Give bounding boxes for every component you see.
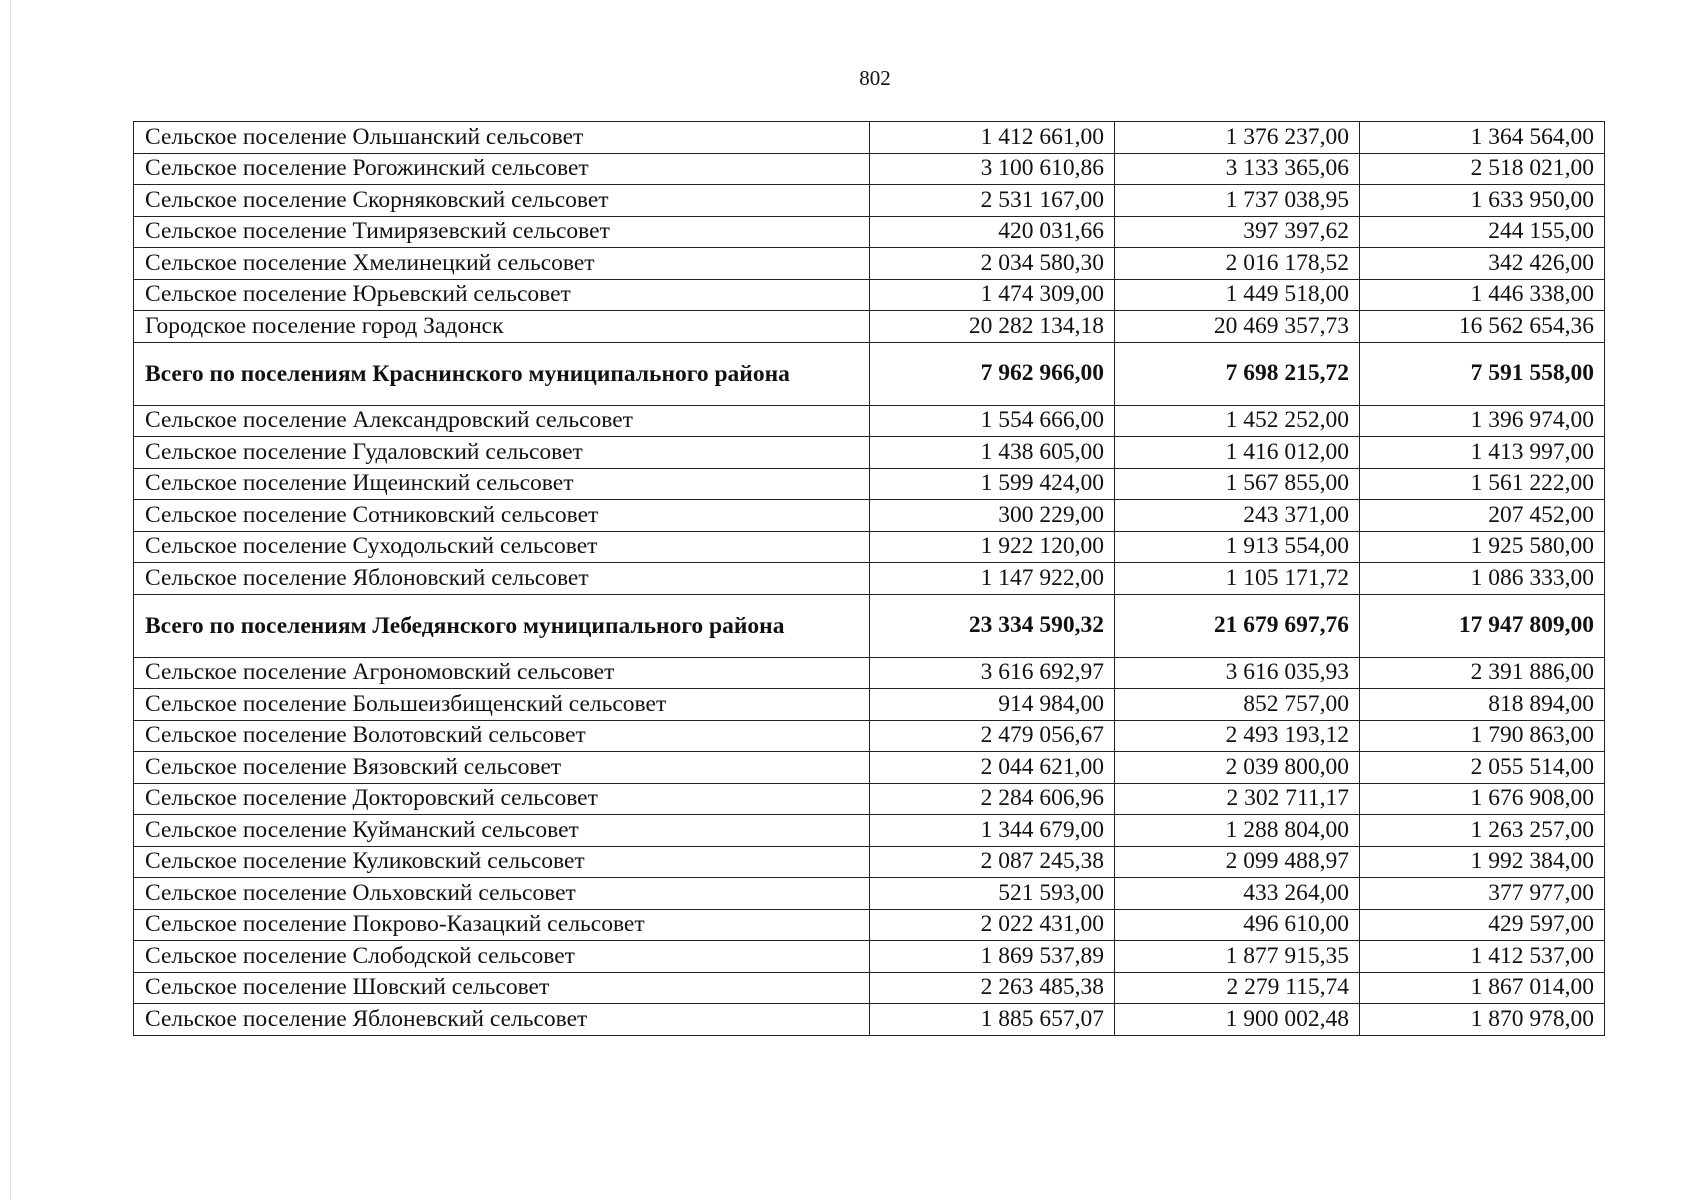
table-row — [134, 689, 1605, 721]
value-cell-1: 1 147 922,00 — [870, 563, 1115, 595]
value-cell-1: 1 412 661,00 — [870, 122, 1115, 154]
value-cell-2: 2 279 115,74 — [1115, 972, 1360, 1004]
value-cell-1: 1 344 679,00 — [870, 815, 1115, 847]
value-cell-2: 2 493 193,12 — [1115, 720, 1360, 752]
value-cell-1: 2 044 621,00 — [870, 752, 1115, 784]
settlement-name-cell: Сельское поселение Скорняковский сельсовет — [134, 185, 870, 217]
value-cell-1: 20 282 134,18 — [870, 311, 1115, 343]
value-cell-2: 2 302 711,17 — [1115, 783, 1360, 815]
value-cell-1: 1 922 120,00 — [870, 531, 1115, 563]
table-row — [134, 153, 1605, 185]
value-cell-1: 2 263 485,38 — [870, 972, 1115, 1004]
value-cell-2: 1 737 038,95 — [1115, 185, 1360, 217]
value-cell-3: 1 086 333,00 — [1360, 563, 1605, 595]
settlement-name-cell: Сельское поселение Большеизбищенский сельсовет — [134, 689, 870, 721]
settlement-name-cell: Сельское поселение Рогожинский сельсовет — [134, 153, 870, 185]
page-number: 802 — [859, 66, 891, 90]
settlement-name-cell: Сельское поселение Сотниковский сельсовет — [134, 500, 870, 532]
value-cell-3: 1 561 222,00 — [1360, 468, 1605, 500]
value-cell-3: 1 633 950,00 — [1360, 185, 1605, 217]
table-row — [134, 563, 1605, 595]
value-cell-1: 914 984,00 — [870, 689, 1115, 721]
value-cell-2: 852 757,00 — [1115, 689, 1360, 721]
total-row — [134, 342, 1605, 405]
table-row — [134, 941, 1605, 973]
value-cell-3: 1 676 908,00 — [1360, 783, 1605, 815]
settlement-name-cell: Сельское поселение Куйманский сельсовет — [134, 815, 870, 847]
table-row — [134, 216, 1605, 248]
value-cell-2: 1 452 252,00 — [1115, 405, 1360, 437]
settlement-name-cell: Сельское поселение Тимирязевский сельсовет — [134, 216, 870, 248]
settlement-name-cell: Сельское поселение Докторовский сельсовет — [134, 783, 870, 815]
table-row — [134, 909, 1605, 941]
value-cell-2: 243 371,00 — [1115, 500, 1360, 532]
value-cell-1: 23 334 590,32 — [870, 594, 1115, 657]
settlement-name-cell: Сельское поселение Ищеинский сельсовет — [134, 468, 870, 500]
settlement-name-cell: Сельское поселение Слободской сельсовет — [134, 941, 870, 973]
settlement-name-cell: Сельское поселение Куликовский сельсовет — [134, 846, 870, 878]
table-row — [134, 311, 1605, 343]
value-cell-3: 1 925 580,00 — [1360, 531, 1605, 563]
settlement-name-cell: Сельское поселение Шовский сельсовет — [134, 972, 870, 1004]
table-row — [134, 878, 1605, 910]
value-cell-2: 1 449 518,00 — [1115, 279, 1360, 311]
settlement-name-cell: Сельское поселение Хмелинецкий сельсовет — [134, 248, 870, 280]
settlement-name-cell: Всего по поселениям Краснинского муниципального района — [134, 342, 870, 405]
settlement-name-cell: Сельское поселение Яблоневский сельсовет — [134, 1004, 870, 1036]
value-cell-3: 1 992 384,00 — [1360, 846, 1605, 878]
settlement-name-cell: Сельское поселение Волотовский сельсовет — [134, 720, 870, 752]
settlement-name-cell: Сельское поселение Юрьевский сельсовет — [134, 279, 870, 311]
settlement-name-cell: Сельское поселение Вязовский сельсовет — [134, 752, 870, 784]
value-cell-2: 1 877 915,35 — [1115, 941, 1360, 973]
value-cell-1: 3 100 610,86 — [870, 153, 1115, 185]
table-row — [134, 657, 1605, 689]
settlement-name-cell: Сельское поселение Гудаловский сельсовет — [134, 437, 870, 469]
total-row — [134, 594, 1605, 657]
value-cell-3: 1 790 863,00 — [1360, 720, 1605, 752]
table-row — [134, 437, 1605, 469]
table-row — [134, 279, 1605, 311]
table-row — [134, 720, 1605, 752]
value-cell-1: 1 885 657,07 — [870, 1004, 1115, 1036]
value-cell-2: 3 616 035,93 — [1115, 657, 1360, 689]
value-cell-2: 1 288 804,00 — [1115, 815, 1360, 847]
table-row — [134, 972, 1605, 1004]
value-cell-3: 377 977,00 — [1360, 878, 1605, 910]
value-cell-1: 1 554 666,00 — [870, 405, 1115, 437]
value-cell-3: 429 597,00 — [1360, 909, 1605, 941]
value-cell-1: 521 593,00 — [870, 878, 1115, 910]
value-cell-2: 1 913 554,00 — [1115, 531, 1360, 563]
value-cell-1: 3 616 692,97 — [870, 657, 1115, 689]
scan-edge — [10, 0, 11, 1200]
settlement-name-cell: Сельское поселение Агрономовский сельсовет — [134, 657, 870, 689]
value-cell-3: 207 452,00 — [1360, 500, 1605, 532]
value-cell-1: 2 034 580,30 — [870, 248, 1115, 280]
value-cell-2: 2 039 800,00 — [1115, 752, 1360, 784]
value-cell-3: 1 413 997,00 — [1360, 437, 1605, 469]
table-row — [134, 531, 1605, 563]
value-cell-3: 1 867 014,00 — [1360, 972, 1605, 1004]
table-row — [134, 846, 1605, 878]
value-cell-2: 1 376 237,00 — [1115, 122, 1360, 154]
settlement-name-cell: Сельское поселение Суходольский сельсовет — [134, 531, 870, 563]
value-cell-1: 2 022 431,00 — [870, 909, 1115, 941]
value-cell-3: 1 412 537,00 — [1360, 941, 1605, 973]
table-row — [134, 405, 1605, 437]
value-cell-3: 2 518 021,00 — [1360, 153, 1605, 185]
value-cell-2: 7 698 215,72 — [1115, 342, 1360, 405]
value-cell-1: 300 229,00 — [870, 500, 1115, 532]
value-cell-1: 7 962 966,00 — [870, 342, 1115, 405]
value-cell-1: 2 531 167,00 — [870, 185, 1115, 217]
value-cell-3: 1 870 978,00 — [1360, 1004, 1605, 1036]
value-cell-2: 1 105 171,72 — [1115, 563, 1360, 595]
settlement-name-cell: Сельское поселение Яблоновский сельсовет — [134, 563, 870, 595]
value-cell-3: 7 591 558,00 — [1360, 342, 1605, 405]
table-body — [134, 122, 1605, 1036]
value-cell-1: 420 031,66 — [870, 216, 1115, 248]
value-cell-3: 16 562 654,36 — [1360, 311, 1605, 343]
value-cell-3: 2 391 886,00 — [1360, 657, 1605, 689]
value-cell-3: 1 396 974,00 — [1360, 405, 1605, 437]
settlement-name-cell: Сельское поселение Ольховский сельсовет — [134, 878, 870, 910]
value-cell-1: 2 284 606,96 — [870, 783, 1115, 815]
value-cell-3: 1 446 338,00 — [1360, 279, 1605, 311]
settlement-name-cell: Всего по поселениям Лебедянского муниципального района — [134, 594, 870, 657]
value-cell-2: 496 610,00 — [1115, 909, 1360, 941]
value-cell-3: 1 263 257,00 — [1360, 815, 1605, 847]
value-cell-2: 397 397,62 — [1115, 216, 1360, 248]
value-cell-1: 1 869 537,89 — [870, 941, 1115, 973]
table-row — [134, 468, 1605, 500]
value-cell-2: 1 416 012,00 — [1115, 437, 1360, 469]
value-cell-1: 1 599 424,00 — [870, 468, 1115, 500]
value-cell-3: 818 894,00 — [1360, 689, 1605, 721]
value-cell-3: 1 364 564,00 — [1360, 122, 1605, 154]
settlement-name-cell: Сельское поселение Александровский сельсовет — [134, 405, 870, 437]
value-cell-2: 21 679 697,76 — [1115, 594, 1360, 657]
value-cell-2: 3 133 365,06 — [1115, 153, 1360, 185]
value-cell-2: 20 469 357,73 — [1115, 311, 1360, 343]
settlement-name-cell: Сельское поселение Ольшанский сельсовет — [134, 122, 870, 154]
value-cell-1: 1 438 605,00 — [870, 437, 1115, 469]
table-row — [134, 500, 1605, 532]
value-cell-3: 244 155,00 — [1360, 216, 1605, 248]
value-cell-1: 2 479 056,67 — [870, 720, 1115, 752]
table-row — [134, 248, 1605, 280]
table-row — [134, 1004, 1605, 1036]
table-row — [134, 122, 1605, 154]
table-row — [134, 185, 1605, 217]
value-cell-1: 2 087 245,38 — [870, 846, 1115, 878]
value-cell-3: 342 426,00 — [1360, 248, 1605, 280]
value-cell-2: 1 567 855,00 — [1115, 468, 1360, 500]
value-cell-2: 1 900 002,48 — [1115, 1004, 1360, 1036]
table-row — [134, 783, 1605, 815]
value-cell-2: 2 016 178,52 — [1115, 248, 1360, 280]
settlement-name-cell: Сельское поселение Покрово-Казацкий сельсовет — [134, 909, 870, 941]
value-cell-2: 433 264,00 — [1115, 878, 1360, 910]
table-row — [134, 815, 1605, 847]
value-cell-3: 2 055 514,00 — [1360, 752, 1605, 784]
budget-table — [133, 121, 1605, 1036]
value-cell-1: 1 474 309,00 — [870, 279, 1115, 311]
value-cell-3: 17 947 809,00 — [1360, 594, 1605, 657]
table-row — [134, 752, 1605, 784]
settlement-name-cell: Городское поселение город Задонск — [134, 311, 870, 343]
value-cell-2: 2 099 488,97 — [1115, 846, 1360, 878]
